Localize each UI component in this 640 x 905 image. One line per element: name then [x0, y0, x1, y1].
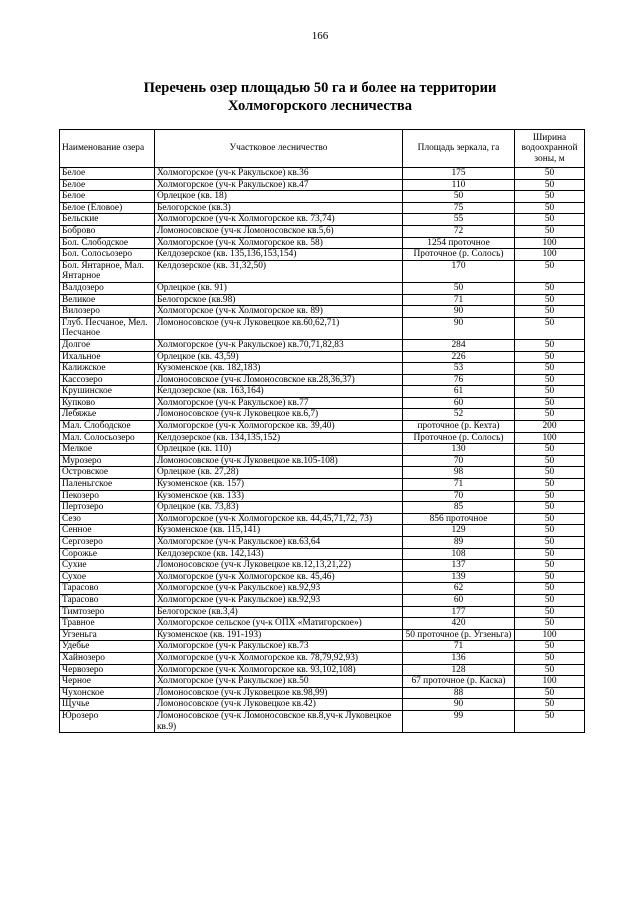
cell-protection-width: 50: [515, 664, 585, 676]
cell-forestry: Келдозерское (кв. 142,143): [155, 548, 403, 560]
table-body: [60, 168, 585, 733]
cell-lake-name: Угзеньга: [60, 629, 155, 641]
page-number: 166: [311, 30, 329, 42]
table-row: [60, 606, 585, 618]
cell-lake-name: Бол. Слободское: [60, 237, 155, 249]
table-row: [60, 351, 585, 363]
header-protection-width: Ширина водоохранной зоны, м: [515, 130, 585, 168]
table-row: [60, 513, 585, 525]
cell-protection-width: 50: [515, 594, 585, 606]
table-row: [60, 537, 585, 549]
cell-area: 1254 проточное: [403, 237, 515, 249]
cell-protection-width: 50: [515, 191, 585, 203]
cell-forestry: Холмогорское (уч-к Холмогорское кв. 58): [155, 237, 403, 249]
table-row: [60, 306, 585, 318]
cell-lake-name: Сухие: [60, 560, 155, 572]
cell-lake-name: Сергозеро: [60, 537, 155, 549]
table-row: [60, 618, 585, 630]
cell-forestry: Холмогорское (уч-к Ракульское) кв.47: [155, 179, 403, 191]
cell-protection-width: 50: [515, 294, 585, 306]
title-line-1: Перечень озер площадью 50 га и более на территории: [143, 80, 497, 96]
cell-protection-width: 50: [515, 339, 585, 351]
table-row: [60, 374, 585, 386]
cell-forestry: Холмогорское (уч-к Холмогорское кв. 93,102,108): [155, 664, 403, 676]
cell-protection-width: 50: [515, 467, 585, 479]
cell-lake-name: Щучье: [60, 699, 155, 711]
cell-protection-width: 50: [515, 618, 585, 630]
cell-area: 72: [403, 225, 515, 237]
cell-area: 136: [403, 652, 515, 664]
cell-lake-name: Купково: [60, 397, 155, 409]
cell-forestry: Холмогорское (уч-к Холмогорское кв. 39,40): [155, 421, 403, 433]
cell-protection-width: 100: [515, 249, 585, 261]
cell-area: 50 проточное (р. Угзеньга): [403, 629, 515, 641]
cell-protection-width: 50: [515, 168, 585, 180]
header-lake-name: Наименование озера: [60, 130, 155, 168]
cell-lake-name: Паленьгское: [60, 479, 155, 491]
cell-lake-name: Сенное: [60, 525, 155, 537]
cell-lake-name: Крушинское: [60, 386, 155, 398]
cell-lake-name: Чухонское: [60, 687, 155, 699]
cell-lake-name: Черное: [60, 676, 155, 688]
table-row: [60, 179, 585, 191]
table-row: [60, 214, 585, 226]
table-row: [60, 409, 585, 421]
cell-lake-name: Ихальное: [60, 351, 155, 363]
cell-protection-width: 50: [515, 397, 585, 409]
cell-lake-name: Пертозеро: [60, 502, 155, 514]
cell-protection-width: 50: [515, 363, 585, 375]
cell-lake-name: Сезо: [60, 513, 155, 525]
cell-forestry: Орлецкое (кв. 43,59): [155, 351, 403, 363]
cell-forestry: Холмогорское (уч-к Холмогорское кв. 89): [155, 306, 403, 318]
cell-protection-width: 50: [515, 583, 585, 595]
cell-forestry: Ломоносовское (уч-к Луковецкое кв.60,62,71): [155, 317, 403, 339]
table-row: [60, 294, 585, 306]
cell-area: 99: [403, 710, 515, 732]
cell-protection-width: 50: [515, 513, 585, 525]
cell-protection-width: 50: [515, 687, 585, 699]
table-row: [60, 641, 585, 653]
cell-forestry: Ломоносовское (уч-к Ломоносовское кв.8,уч-к Луковецкое кв.9): [155, 710, 403, 732]
cell-lake-name: Хайнозеро: [60, 652, 155, 664]
table-row: [60, 594, 585, 606]
cell-protection-width: 50: [515, 225, 585, 237]
table-row: [60, 583, 585, 595]
table-row: [60, 432, 585, 444]
cell-forestry: Кузоменское (кв. 115,141): [155, 525, 403, 537]
cell-area: 85: [403, 502, 515, 514]
cell-area: 60: [403, 594, 515, 606]
cell-protection-width: 50: [515, 202, 585, 214]
cell-protection-width: 50: [515, 317, 585, 339]
cell-lake-name: Белое (Еловое): [60, 202, 155, 214]
table-row: [60, 676, 585, 688]
cell-forestry: Холмогорское (уч-к Ракульское) кв.73: [155, 641, 403, 653]
cell-lake-name: Валдозеро: [60, 282, 155, 294]
cell-forestry: Ломоносовское (уч-к Луковецкое кв.6,7): [155, 409, 403, 421]
table-row: [60, 629, 585, 641]
cell-forestry: Холмогорское (уч-к Ракульское) кв.77: [155, 397, 403, 409]
cell-protection-width: 50: [515, 606, 585, 618]
cell-area: 61: [403, 386, 515, 398]
table-row: [60, 191, 585, 203]
cell-forestry: Холмогорское (уч-к Холмогорское кв. 44,45,71,72, 73): [155, 513, 403, 525]
cell-lake-name: Удебье: [60, 641, 155, 653]
cell-area: 137: [403, 560, 515, 572]
cell-forestry: Холмогорское (уч-к Холмогорское кв. 73,74): [155, 214, 403, 226]
cell-area: 75: [403, 202, 515, 214]
cell-protection-width: 50: [515, 479, 585, 491]
cell-area: 128: [403, 664, 515, 676]
cell-protection-width: 50: [515, 548, 585, 560]
cell-protection-width: 50: [515, 490, 585, 502]
table-row: [60, 687, 585, 699]
cell-protection-width: 50: [515, 560, 585, 572]
table-row: [60, 455, 585, 467]
table-row: [60, 479, 585, 491]
cell-protection-width: 50: [515, 282, 585, 294]
cell-lake-name: Островское: [60, 467, 155, 479]
cell-lake-name: Юрозеро: [60, 710, 155, 732]
table-row: [60, 363, 585, 375]
cell-protection-width: 100: [515, 629, 585, 641]
cell-lake-name: Бол. Янтарное, Мал. Янтарное: [60, 260, 155, 282]
cell-area: Проточное (р. Солось): [403, 432, 515, 444]
cell-forestry: Белогорское (кв.98): [155, 294, 403, 306]
cell-lake-name: Мал. Слободское: [60, 421, 155, 433]
cell-lake-name: Белое: [60, 179, 155, 191]
title-line-2: Холмогорского лесничества: [228, 98, 412, 114]
table-row: [60, 397, 585, 409]
cell-forestry: Холмогорское (уч-к Ракульское) кв.50: [155, 676, 403, 688]
cell-area: 70: [403, 455, 515, 467]
document-title: [0, 79, 640, 115]
cell-protection-width: 50: [515, 351, 585, 363]
table-row: [60, 249, 585, 261]
cell-forestry: Холмогорское (уч-к Холмогорское кв. 78,79,92,93): [155, 652, 403, 664]
cell-protection-width: 200: [515, 421, 585, 433]
cell-area: 71: [403, 641, 515, 653]
cell-forestry: Холмогорское (уч-к Ракульское) кв.92,93: [155, 594, 403, 606]
cell-protection-width: 100: [515, 676, 585, 688]
cell-lake-name: Сорожье: [60, 548, 155, 560]
cell-lake-name: Кассозеро: [60, 374, 155, 386]
header-forestry: Участковое лесничество: [155, 130, 403, 168]
cell-area: 139: [403, 571, 515, 583]
table-row: [60, 168, 585, 180]
cell-area: 55: [403, 214, 515, 226]
cell-lake-name: Калижское: [60, 363, 155, 375]
cell-area: 90: [403, 699, 515, 711]
table-header-row: [60, 130, 585, 168]
table-row: [60, 664, 585, 676]
cell-area: 90: [403, 317, 515, 339]
table-row: [60, 225, 585, 237]
cell-forestry: Холмогорское (уч-к Холмогорское кв. 45,46): [155, 571, 403, 583]
cell-area: 110: [403, 179, 515, 191]
table-row: [60, 652, 585, 664]
cell-lake-name: Тарасово: [60, 583, 155, 595]
cell-protection-width: 100: [515, 432, 585, 444]
cell-forestry: Келдозерское (кв. 135,136,153,154): [155, 249, 403, 261]
cell-protection-width: 50: [515, 444, 585, 456]
cell-protection-width: 50: [515, 306, 585, 318]
cell-lake-name: Травное: [60, 618, 155, 630]
cell-area: Проточное (р. Солось): [403, 249, 515, 261]
table-row: [60, 525, 585, 537]
cell-protection-width: 50: [515, 641, 585, 653]
cell-forestry: Келдозерское (кв. 163,164): [155, 386, 403, 398]
cell-area: 70: [403, 490, 515, 502]
cell-forestry: Кузоменское (кв. 182,183): [155, 363, 403, 375]
cell-protection-width: 50: [515, 374, 585, 386]
cell-area: 89: [403, 537, 515, 549]
cell-forestry: Орлецкое (кв. 18): [155, 191, 403, 203]
cell-area: 53: [403, 363, 515, 375]
table-row: [60, 571, 585, 583]
table-row: [60, 490, 585, 502]
cell-area: проточное (р. Кехта): [403, 421, 515, 433]
cell-protection-width: 50: [515, 260, 585, 282]
cell-lake-name: Тарасово: [60, 594, 155, 606]
cell-area: 90: [403, 306, 515, 318]
cell-area: 284: [403, 339, 515, 351]
cell-lake-name: Долгое: [60, 339, 155, 351]
cell-lake-name: Лебяжье: [60, 409, 155, 421]
cell-area: 62: [403, 583, 515, 595]
table-row: [60, 386, 585, 398]
cell-protection-width: 50: [515, 502, 585, 514]
table-row: [60, 260, 585, 282]
cell-forestry: Ломоносовское (уч-к Луковецкое кв.42): [155, 699, 403, 711]
cell-protection-width: 50: [515, 652, 585, 664]
cell-area: 71: [403, 479, 515, 491]
table-row: [60, 548, 585, 560]
table-row: [60, 202, 585, 214]
cell-area: 108: [403, 548, 515, 560]
cell-lake-name: Мелкое: [60, 444, 155, 456]
cell-area: 226: [403, 351, 515, 363]
table-row: [60, 282, 585, 294]
cell-forestry: Холмогорское (уч-к Ракульское) кв.63,64: [155, 537, 403, 549]
cell-protection-width: 50: [515, 214, 585, 226]
cell-lake-name: Глуб. Песчаное, Мел. Песчаное: [60, 317, 155, 339]
cell-forestry: Орлецкое (кв. 91): [155, 282, 403, 294]
table-row: [60, 237, 585, 249]
cell-forestry: Ломоносовское (уч-к Луковецкое кв.98,99): [155, 687, 403, 699]
cell-lake-name: Великое: [60, 294, 155, 306]
cell-forestry: Кузоменское (кв. 157): [155, 479, 403, 491]
cell-area: 71: [403, 294, 515, 306]
cell-lake-name: Мурозеро: [60, 455, 155, 467]
cell-lake-name: Тимтозеро: [60, 606, 155, 618]
cell-forestry: Кузоменское (кв. 191-193): [155, 629, 403, 641]
cell-forestry: Ломоносовское (уч-к Луковецкое кв.105-108): [155, 455, 403, 467]
cell-protection-width: 100: [515, 237, 585, 249]
cell-area: 856 проточное: [403, 513, 515, 525]
table-row: [60, 560, 585, 572]
cell-forestry: Холмогорское (уч-к Ракульское) кв.36: [155, 168, 403, 180]
cell-forestry: Холмогорское сельское (уч-к ОПХ «Матигорское»): [155, 618, 403, 630]
cell-forestry: Орлецкое (кв. 27,28): [155, 467, 403, 479]
cell-forestry: Келдозерское (кв. 31,32,50): [155, 260, 403, 282]
table-row: [60, 467, 585, 479]
cell-area: 170: [403, 260, 515, 282]
cell-forestry: Белогорское (кв.3,4): [155, 606, 403, 618]
cell-forestry: Ломоносовское (уч-к Ломоносовское кв.5,6): [155, 225, 403, 237]
cell-area: 177: [403, 606, 515, 618]
cell-area: 52: [403, 409, 515, 421]
cell-protection-width: 50: [515, 699, 585, 711]
cell-protection-width: 50: [515, 455, 585, 467]
cell-area: 130: [403, 444, 515, 456]
cell-protection-width: 50: [515, 571, 585, 583]
header-area: Площадь зеркала, га: [403, 130, 515, 168]
cell-forestry: Холмогорское (уч-к Ракульское) кв.70,71,82,83: [155, 339, 403, 351]
table-row: [60, 421, 585, 433]
cell-forestry: Ломоносовское (уч-к Ломоносовское кв.28,36,37): [155, 374, 403, 386]
cell-area: 50: [403, 191, 515, 203]
cell-forestry: Орлецкое (кв. 110): [155, 444, 403, 456]
table-row: [60, 502, 585, 514]
cell-area: 50: [403, 282, 515, 294]
table-row: [60, 444, 585, 456]
cell-lake-name: Вилозеро: [60, 306, 155, 318]
cell-protection-width: 50: [515, 386, 585, 398]
cell-forestry: Белогорское (кв.3): [155, 202, 403, 214]
cell-protection-width: 50: [515, 525, 585, 537]
cell-lake-name: Белое: [60, 191, 155, 203]
cell-area: 88: [403, 687, 515, 699]
cell-area: 76: [403, 374, 515, 386]
table-row: [60, 317, 585, 339]
cell-area: 420: [403, 618, 515, 630]
cell-area: 60: [403, 397, 515, 409]
cell-forestry: Орлецкое (кв. 73,83): [155, 502, 403, 514]
cell-protection-width: 50: [515, 537, 585, 549]
cell-lake-name: Червозеро: [60, 664, 155, 676]
cell-lake-name: Пекозеро: [60, 490, 155, 502]
cell-lake-name: Бельские: [60, 214, 155, 226]
cell-forestry: Холмогорское (уч-к Ракульское) кв.92,93: [155, 583, 403, 595]
cell-protection-width: 50: [515, 710, 585, 732]
table-row: [60, 710, 585, 732]
cell-area: 175: [403, 168, 515, 180]
cell-area: 67 проточное (р. Каска): [403, 676, 515, 688]
table-row: [60, 339, 585, 351]
cell-area: 98: [403, 467, 515, 479]
cell-forestry: Кузоменское (кв. 133): [155, 490, 403, 502]
cell-lake-name: Бол. Солосьозеро: [60, 249, 155, 261]
cell-forestry: Ломоносовское (уч-к Луковецкое кв.12,13,21,22): [155, 560, 403, 572]
cell-protection-width: 50: [515, 409, 585, 421]
cell-lake-name: Сухое: [60, 571, 155, 583]
cell-area: 129: [403, 525, 515, 537]
lakes-table: [59, 129, 585, 733]
cell-protection-width: 50: [515, 179, 585, 191]
cell-lake-name: Боброво: [60, 225, 155, 237]
cell-forestry: Келдозерское (кв. 134,135,152): [155, 432, 403, 444]
table-row: [60, 699, 585, 711]
cell-lake-name: Мал. Солосьозеро: [60, 432, 155, 444]
cell-lake-name: Белое: [60, 168, 155, 180]
